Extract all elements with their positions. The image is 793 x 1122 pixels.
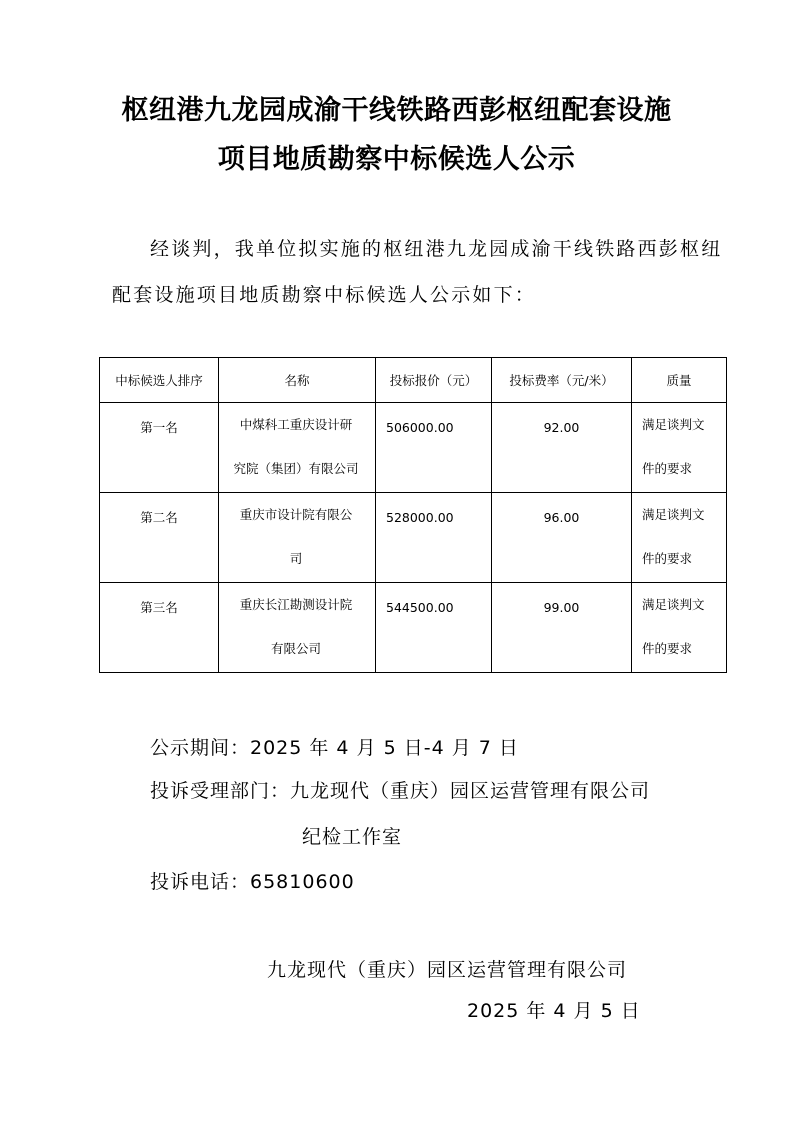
table-row <box>100 403 727 493</box>
cell-rank: 第二名 <box>100 493 219 583</box>
cell-rate: 99.00 <box>492 583 632 673</box>
document-title-line2: 项目地质勘察中标候选人公示 <box>217 144 576 175</box>
cell-name: 中煤科工重庆设计研 究院（集团）有限公司 <box>219 403 376 493</box>
cell-rate: 96.00 <box>492 493 632 583</box>
notice-period: 公示期间：2025 年 4 月 5 日-4 月 7 日 <box>150 737 519 759</box>
header-quality: 质量 <box>632 358 727 403</box>
table-header-row <box>100 358 727 403</box>
header-rank: 中标候选人排序 <box>100 358 219 403</box>
cell-price: 528000.00 <box>376 493 492 583</box>
intro-line1: 经谈判，我单位拟实施的枢纽港九龙园成渝干线铁路西彭枢纽 <box>150 238 723 260</box>
cell-quality: 满足谈判文 件的要求 <box>632 493 727 583</box>
header-name: 名称 <box>219 358 376 403</box>
intro-line2: 配套设施项目地质勘察中标候选人公示如下： <box>112 284 537 306</box>
cell-rank: 第一名 <box>100 403 219 493</box>
table-row <box>100 583 727 673</box>
complaint-department-office: 纪检工作室 <box>302 826 403 848</box>
candidates-table <box>99 357 727 673</box>
signature-date: 2025 年 4 月 5 日 <box>467 1000 641 1022</box>
signature-company: 九龙现代（重庆）园区运营管理有限公司 <box>267 959 628 981</box>
header-rate: 投标费率（元/米） <box>492 358 632 403</box>
document-title-line1: 枢纽港九龙园成渝干线铁路西彭枢纽配套设施 <box>121 95 672 126</box>
table-row <box>100 493 727 583</box>
complaint-phone: 投诉电话：65810600 <box>150 871 355 893</box>
complaint-department: 投诉受理部门：九龙现代（重庆）园区运营管理有限公司 <box>150 780 651 802</box>
cell-price: 544500.00 <box>376 583 492 673</box>
cell-rate: 92.00 <box>492 403 632 493</box>
cell-quality: 满足谈判文 件的要求 <box>632 403 727 493</box>
header-price: 投标报价（元） <box>376 358 492 403</box>
cell-name: 重庆市设计院有限公 司 <box>219 493 376 583</box>
cell-price: 506000.00 <box>376 403 492 493</box>
cell-name: 重庆长江勘测设计院 有限公司 <box>219 583 376 673</box>
cell-quality: 满足谈判文 件的要求 <box>632 583 727 673</box>
cell-rank: 第三名 <box>100 583 219 673</box>
